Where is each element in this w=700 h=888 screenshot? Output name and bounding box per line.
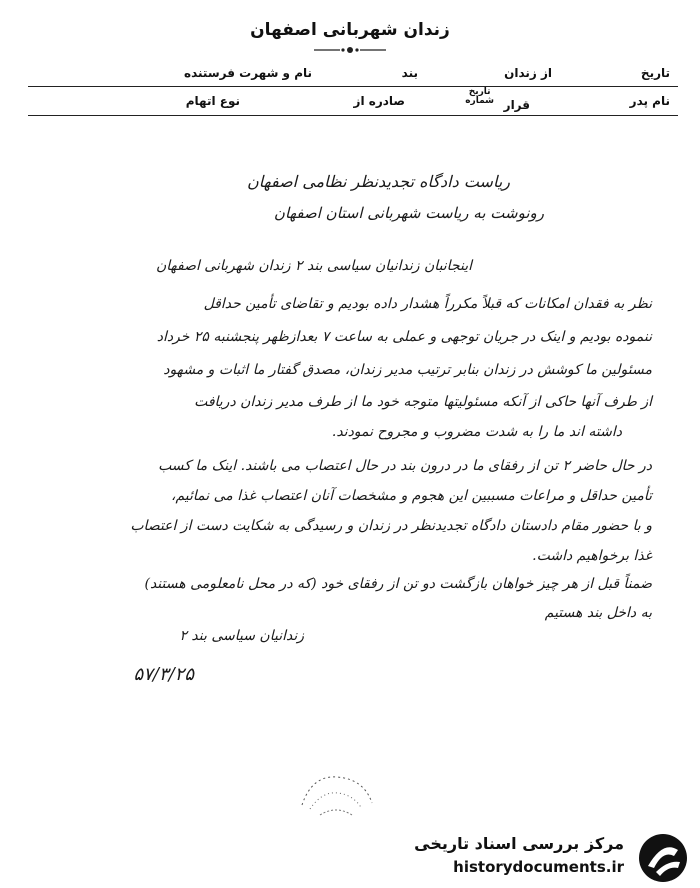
form-row-1 — [30, 66, 670, 86]
watermark-name: مرکز بررسی اسناد تاریخی — [414, 834, 624, 853]
letter-cc: رونوشت به ریاست شهربانی استان اصفهان — [273, 204, 544, 222]
letter-signature: زندانیان سیاسی بند ۲ — [179, 628, 304, 644]
letter-line: نظر به فقدان امکانات که قبلاً مکرراً هشدار داده بودیم و تقاضای تأمین حداقل — [203, 296, 652, 312]
label-date: تاریخ — [640, 66, 670, 80]
letter-line: غذا برخواهیم داشت. — [532, 548, 652, 564]
label-ward: بند — [401, 66, 418, 80]
letter-line: تأمین حداقل و مراعات مسببین این هجوم و مشخصات آنان اعتصاب غذا می نمائیم، — [170, 488, 652, 504]
letter-recipient: ریاست دادگاه تجدیدنظر نظامی اصفهان — [246, 172, 510, 191]
archive-logo-icon — [634, 832, 692, 884]
form-rule-1 — [28, 86, 678, 87]
letter-line: به داخل بند هستیم — [544, 605, 652, 621]
label-order: قرار — [503, 98, 530, 112]
watermark — [400, 828, 700, 888]
label-sender-name: نام و شهرت فرستنده — [184, 66, 312, 80]
letter-line: داشته اند ما را به شدت مضروب و مجروح نمودند. — [331, 424, 622, 440]
title-ornament-icon — [310, 44, 390, 56]
label-from-prison: از زندان — [504, 66, 552, 80]
label-father-name: نام پدر — [629, 94, 670, 108]
letter-line: ننموده بودیم و اینک در جریان توجهی و عملی به ساعت ۷ بعدازظهر پنجشنبه ۲۵ خرداد — [156, 329, 652, 345]
letter-line: مسئولین ما کوشش در زندان بنابر ترتیب مدیر زندان، مصدق گفتار ما اثبات و مشهود — [163, 362, 652, 378]
label-order-stack — [465, 88, 494, 106]
stamp-icon — [292, 765, 382, 825]
form-rule-2 — [28, 115, 678, 116]
letter-line: و با حضور مقام دادستان دادگاه تجدیدنظر در زندان و رسیدگی به شکایت دست از اعتصاب — [130, 518, 652, 534]
letter-line: در حال حاضر ۲ تن از رفقای ما در درون بند در حال اعتصاب می باشند. اینک ما کسب — [158, 458, 652, 474]
label-issued-by: صادره از — [353, 94, 405, 108]
letter-line: اینجانبان زندانیان سیاسی بند ۲ زندان شهربانی اصفهان — [156, 258, 472, 274]
form-title: زندان شهربانی اصفهان — [250, 20, 450, 40]
letter-line: از طرف آنها حاکی از آنکه مسئولیتها متوجه خود ما از طرف مدیر زندان دریافت — [194, 394, 652, 410]
letter-date: ۵۷/۳/۲۵ — [133, 664, 194, 685]
form-row-2 — [30, 87, 670, 114]
letter-line: ضمناً قبل از هر چیز خواهان بازگشت دو تن از رفقای خود (که در محل نامعلومی هستند) — [144, 576, 652, 592]
label-order-top: تاریخ — [468, 87, 491, 97]
watermark-url: historydocuments.ir — [453, 858, 624, 876]
label-order-bottom: شماره — [465, 96, 494, 106]
label-charge-type: نوع اتهام — [185, 94, 240, 108]
